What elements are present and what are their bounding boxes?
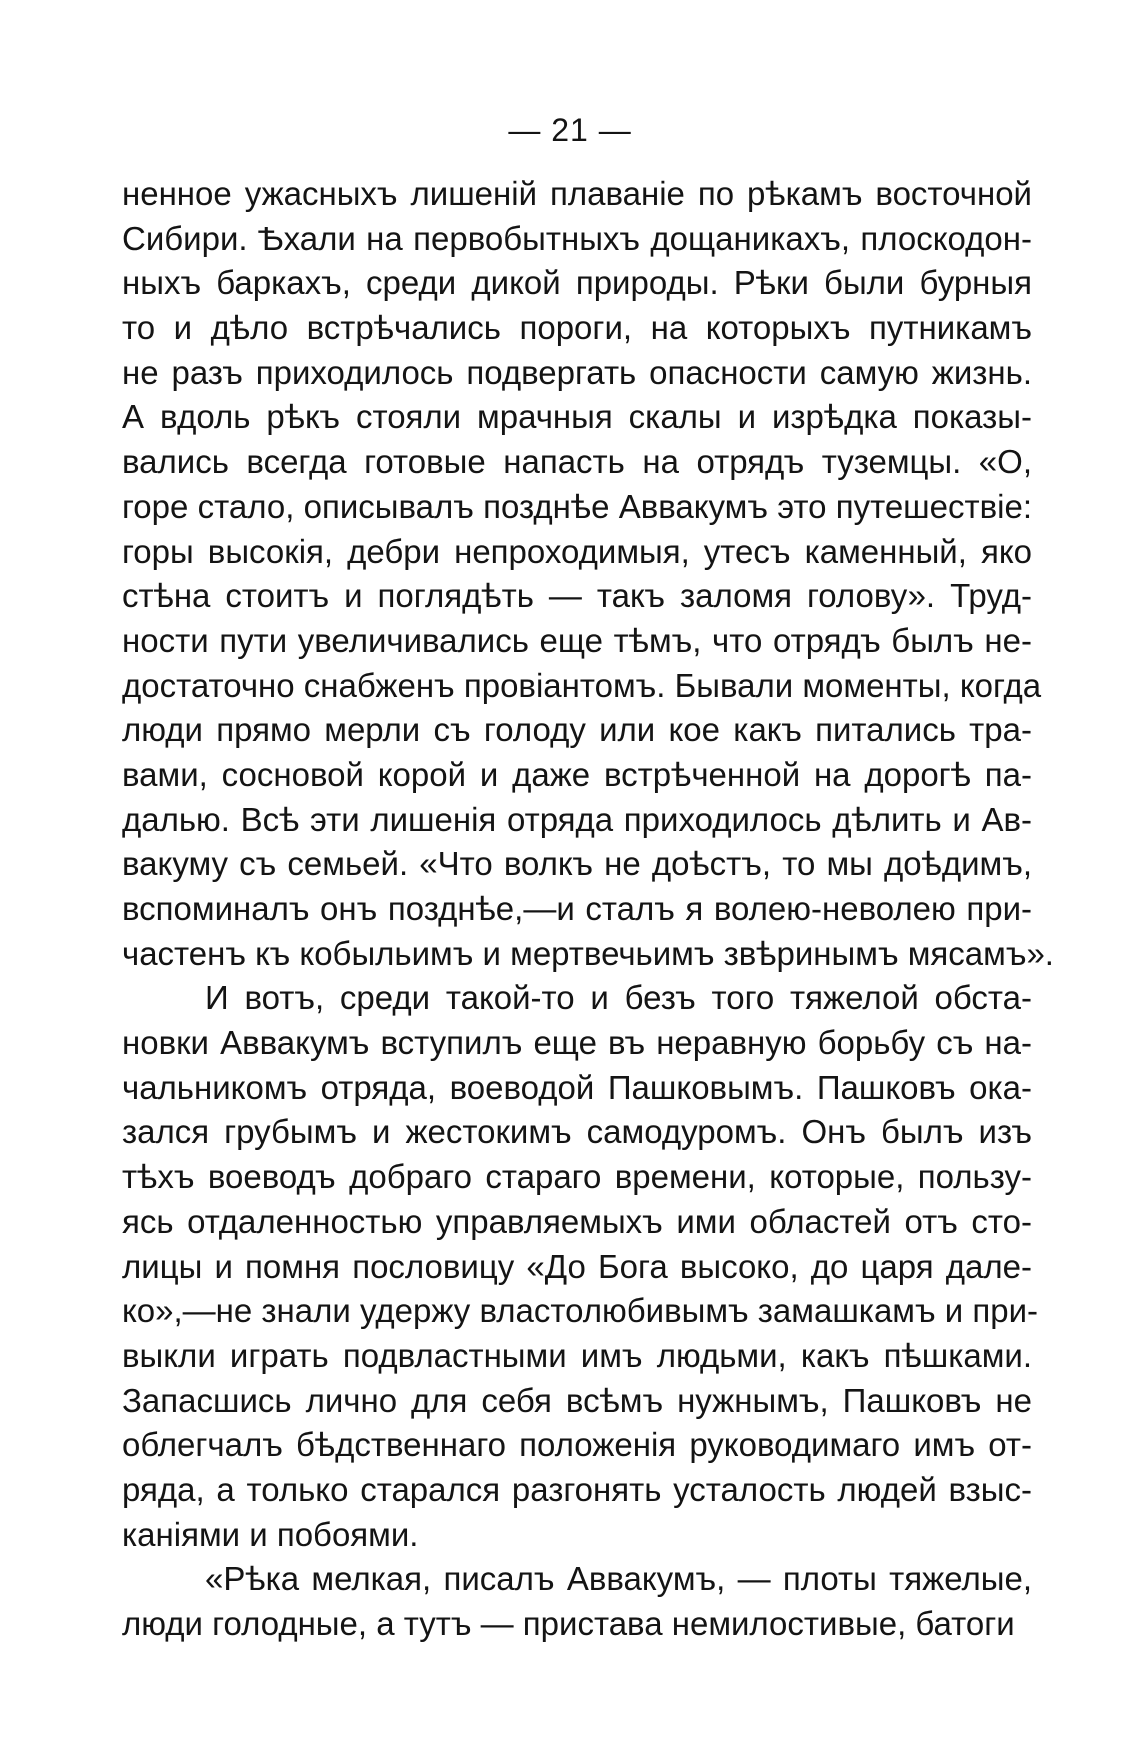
- text-line: Запасшись лично для себя всѣмъ нужнымъ, Пашковъ не: [122, 1381, 1032, 1419]
- text-line: каніями и побоями.: [122, 1515, 419, 1553]
- text-line: горе стало, описывалъ позднѣе Аввакумъ это путешествіе:: [122, 487, 1032, 525]
- text-line: ныхъ баркахъ, среди дикой природы. Рѣки были бурныя: [122, 264, 1032, 302]
- text-line: люди голодные, а тутъ — пристава немилостивые, батоги: [122, 1605, 1015, 1642]
- text-line: И вотъ, среди такой-то и безъ того тяжелой обста-: [205, 979, 1032, 1017]
- text-line: Сибири. Ѣхали на первобытныхъ дощаникахъ, плоскодон-: [122, 219, 1032, 257]
- text-line: ности пути увеличивались еще тѣмъ, что отрядъ былъ не-: [122, 621, 1032, 659]
- text-line: вспоминалъ онъ позднѣе,—и сталъ я волею-неволею при-: [122, 890, 1032, 927]
- paragraph: [122, 1557, 1032, 1646]
- page-number: — 21 —: [508, 112, 632, 148]
- text-line: лицы и помня пословицу «До Бога высоко, до царя дале-: [122, 1247, 1032, 1285]
- text-line: новки Аввакумъ вступилъ еще въ неравную борьбу съ на-: [122, 1024, 1032, 1062]
- text-line: люди прямо мерли съ голоду или кое какъ питались тра-: [122, 711, 1032, 749]
- text-line: достаточно снабженъ провіантомъ. Бывали моменты, когда: [122, 666, 1042, 704]
- text-line: то и дѣло встрѣчались пороги, на которыхъ путникамъ: [122, 309, 1032, 347]
- paragraph: [122, 172, 1054, 976]
- text-line: зался грубымъ и жестокимъ самодуромъ. Онъ былъ изъ: [122, 1113, 1032, 1151]
- text-line: выкли играть подвластными имъ людьми, какъ пѣшками.: [122, 1336, 1032, 1374]
- text-line: вами, сосновой корой и даже встрѣченной на дорогѣ па-: [122, 755, 1032, 793]
- text-line: «Рѣка мелкая, писалъ Аввакумъ, — плоты тяжелые,: [205, 1560, 1032, 1598]
- text-line: стѣна стоитъ и поглядѣть — такъ заломя голову». Труд-: [122, 577, 1032, 615]
- text-line: ясь отдаленностью управляемыхъ ими областей отъ сто-: [122, 1202, 1032, 1240]
- text-line: ряда, а только старался разгонять усталость людей взыс-: [122, 1470, 1032, 1508]
- text-line: чальникомъ отряда, воеводой Пашковымъ. Пашковъ ока-: [122, 1068, 1032, 1106]
- text-line: далью. Всѣ эти лишенія отряда приходилось дѣлить и Ав-: [122, 800, 1032, 838]
- text-line: не разъ приходилось подвергать опасности самую жизнь.: [122, 353, 1032, 391]
- paragraph: [122, 976, 1039, 1557]
- text-line: ко»,—не знали удержу властолюбивымъ замашкамъ и при-: [122, 1292, 1039, 1330]
- text-line: вакуму съ семьей. «Что волкъ не доѣстъ, то мы доѣдимъ,: [122, 845, 1032, 883]
- page-text: [122, 172, 1054, 1647]
- text-line: А вдоль рѣкъ стояли мрачныя скалы и изрѣдка показы-: [122, 398, 1032, 436]
- text-line: горы высокія, дебри непроходимыя, утесъ каменный, яко: [122, 532, 1032, 570]
- text-line: облегчалъ бѣдственнаго положенія руководимаго имъ от-: [122, 1426, 1032, 1464]
- text-line: вались всегда готовые напасть на отрядъ туземцы. «О,: [122, 443, 1032, 481]
- text-line: частенъ къ кобыльимъ и мертвечьимъ звѣринымъ мясамъ».: [122, 934, 1054, 972]
- text-line: ненное ужасныхъ лишеній плаваніе по рѣкамъ восточной: [122, 175, 1032, 212]
- text-line: тѣхъ воеводъ добраго стараго времени, которые, пользу-: [122, 1158, 1032, 1196]
